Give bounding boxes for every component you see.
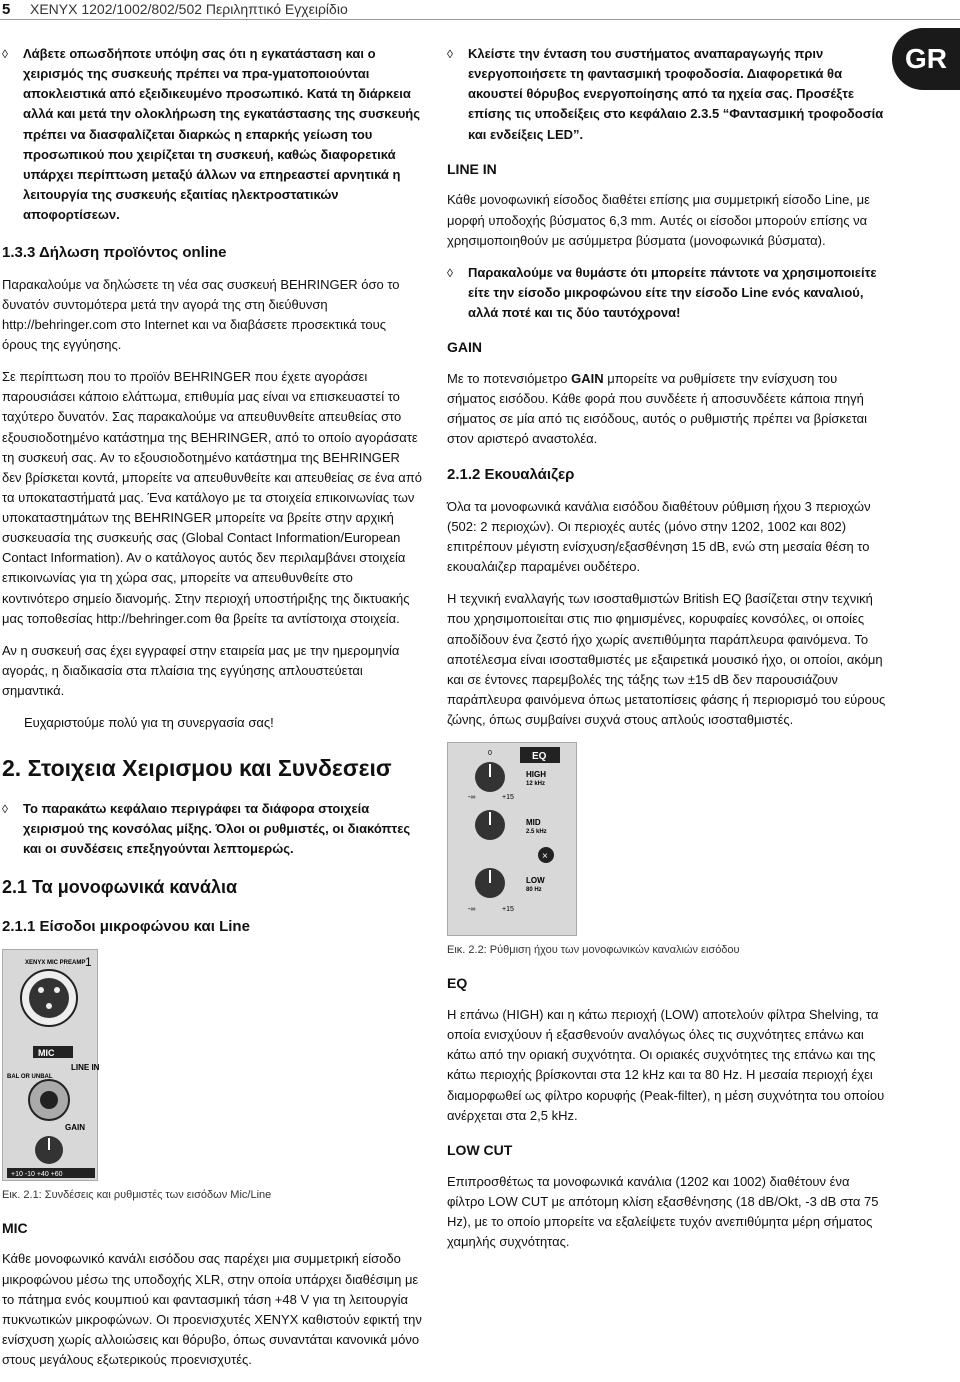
subsection-heading: 2.1.2 Εκουαλάιζερ xyxy=(447,466,575,484)
gain-label: GAIN xyxy=(65,1122,85,1132)
mic-heading: MIC xyxy=(2,1219,28,1236)
high-zero: 0 xyxy=(488,750,492,758)
paragraph: Παρακαλούμε να δηλώσετε τη νέα σας συσκευή BEHRINGER όσο το δυνατόν συντομότερα μετά την αγορά της στη διεύθυνση http://behringer.com στο Internet και να διαβάσετε προσεκτικά τους όρους της εγγύησης. xyxy=(2,276,400,352)
section-heading: 1.3.3 Δήλωση προϊόντος online xyxy=(2,244,227,262)
line-in-heading: LINE IN xyxy=(447,160,497,177)
info-bullet xyxy=(447,263,887,323)
paragraph: Κάθε μονοφωνικό κανάλι εισόδου σας παρέχει μια συμμετρική είσοδο μικροφώνου μέσω της υποδοχής XLR, στην οποία υπάρχει διαθέσιμη με το πάτημα ενός κουμπιού και φαντασμική τάση +48 V για τη λειτουργία πυκνωτικών μικροφώνων. Οι προενισχυτές XENYX καθιστούν εφικτή την ενίσχυση χωρίς αλλοιώσεις και θόρυβο, όπως συναντάται κανονικά μόνο στους μεγάλους εξωτερικούς προενισχυτές. xyxy=(2,1251,422,1368)
gain-heading: GAIN xyxy=(447,339,482,356)
figure-caption: Εικ. 2.2: Ρύθμιση ήχου των μονοφωνικών καναλιών εισόδου xyxy=(447,944,740,957)
paragraph: Όλα τα μονοφωνικά κανάλια εισόδου διαθέτουν ρύθμιση ήχου 3 περιοχών (502: 2 περιοχών). Οι περιοχές αυτές (μόνο στην 1202, 1002 και 802) επιτρέπουν μέγιστη ενίσχυση/εξασθένηση 15 dB, ενώ στη μεσαία θέση το εκουαλάιζερ παραμένει ουδέτερο. xyxy=(447,498,871,575)
info-text: Παρακαλούμε να θυμάστε ότι μπορείτε πάντοτε να χρησιμοποιείτε είτε την είσοδο μικροφώνου είτε την είσοδο Line ενός καναλιού, αλλά ποτέ και τις δύο ταυτόχρονα! xyxy=(468,264,877,321)
page-number: 5 xyxy=(2,1,11,18)
right-column xyxy=(447,44,887,1264)
paragraph: Αν η συσκευή σας έχει εγγραφεί στην εταιρεία μας με την ημερομηνία αγοράς, η διαδικασία στα πλαίσια της εγγύησης απλουστεύεται σημαντικά. xyxy=(2,642,400,699)
high-max: +15 xyxy=(502,794,514,802)
high-freq: 12 kHz xyxy=(526,781,546,788)
svg-text:×: × xyxy=(542,851,548,863)
preamp-label: XENYX MIC PREAMP xyxy=(25,959,86,966)
diamond-icon: ◊ xyxy=(447,265,453,280)
eq-panel-illustration xyxy=(448,743,578,937)
thanks-text: Ευχαριστούμε πολύ για τη συνεργασία σας! xyxy=(24,715,274,731)
subsection-heading: 2.1.1 Είσοδοι μικροφώνου και Line xyxy=(2,918,250,936)
mic-panel-illustration xyxy=(3,950,99,1182)
page-header xyxy=(0,0,960,20)
low-max: +15 xyxy=(502,906,514,914)
paragraph: Σε περίπτωση που το προϊόν BEHRINGER που έχετε αγοράσει παρουσιάσει κάποιο ελάττωμα, επιθυμία μας είναι να επισκευαστεί το ταχύτερο δυνατόν. Σας παρακαλούμε να απευθυνθείτε απευθείας στο εξουσιοδοτημένο κατάστημα της BEHRINGER, από το οποίο αγοράσατε τη συσκευή σας. Αν το εξουσιοδοτημένο κατάστημα της BEHRINGER δεν βρίσκεται κοντά, μπορείτε να απευθυνθείτε και απευθείας σε ένα από τα υποκαταστήματά μας. Ένα κατάλογο με τα στοιχεία επικοινωνίας των υποκαταστημάτων της BEHRINGER μπορείτε να βρείτε στην αρχική συσκευασία της συσκευής σας (Global Contact Information/European Contact Information). Αν ο κατάλογος αυτός δεν περιλαμβάνει στοιχεία επικοινωνίας για τη χώρα σας, μπορείτε να απευθυνθείτε στο κοντινότερο σημείο διανομής. Στην περιοχή υποστήριξης της δικτυακής μας τοποθεσίας http://behringer.com θα βρείτε τα αντίστοιχα στοιχεία. xyxy=(2,369,423,626)
line-in-label: LINE IN xyxy=(71,1062,100,1072)
high-label: HIGH xyxy=(526,770,546,780)
high-min: -∞ xyxy=(468,794,476,802)
mic-label: MIC xyxy=(38,1047,55,1058)
diamond-icon: ◊ xyxy=(2,802,8,817)
left-column xyxy=(2,44,422,1382)
low-freq: 80 Hz xyxy=(526,887,542,894)
warning-text: Κλείστε την ένταση του συστήματος αναπαραγωγής πριν ενεργοποιήσετε τη φαντασμική τροφοδοσία. Διαφορετικά θα ακουστεί θόρυβος ενεργοποίησης από τα ηχεία σας. Προσέξτε επίσης τις υποδείξεις στο κεφάλαιο 2.3.5 “Φαντασμική τροφοδοσία και ενδείξεις LED”. xyxy=(468,46,884,142)
eq-heading: EQ xyxy=(447,975,468,992)
eq-figure xyxy=(447,742,577,936)
figure-caption: Εικ. 2.1: Συνδέσεις και ρυθμιστές των εισόδων Mic/Line xyxy=(2,1188,272,1201)
lowcut-heading: LOW CUT xyxy=(447,1141,513,1158)
gain-scale: +10 -10 +40 +60 xyxy=(11,1170,63,1178)
paragraph: Η τεχνική εναλλαγής των ισοσταθμιστών British EQ βασίζεται στην τεχνική που χρησιμοποιείται στις πιο φημισμένες, κορυφαίες κονσόλες, οι οποίες αποδίδουν ένα ζεστό ήχο χωρίς ανεπιθύμητα παράπλευρα φαινόμενα. Το αποτέλεσμα είναι ισοσταθμιστές με εξαιρετικά μουσικό ήχο, οι οποίοι, ακόμη και σε έντονες παρεμβολές της τάξης των ±15 dB δεν παρουσιάζουν παράπλευρα φαινόμενα όπως μετατοπίσεις φάσης ή περιορισμό του εύρους ζώνης, όπως συμβαίνει συχνά στους απλούς ισοσταθμιστές. xyxy=(447,591,886,728)
paragraph: Κάθε μονοφωνική είσοδος διαθέτει επίσης μια συμμετρική είσοδο Line, με μορφή υποδοχής βύσματος 6,3 mm. Αυτές οι είσοδοι μπορούν επίσης να χρησιμοποιηθούν με ασύμμετρα βύσματα (μονοφωνικά βύσματα). xyxy=(447,192,870,248)
paragraph: Με το ποτενσιόμετρο GAIN μπορείτε να ρυθμίσετε την ενίσχυση του σήματος εισόδου. Κάθε φορά που συνδέετε ή αποσυνδέετε κάποια πηγή σήματος σε μία από τις εισόδους, αυτός ο ρυθμιστής πρέπει να βρίσκεται στον αριστερό αναστολέα. xyxy=(447,370,868,447)
mid-label: MID xyxy=(526,818,541,828)
low-min: -∞ xyxy=(468,906,476,914)
header-title: XENYX 1202/1002/802/502 Περιληπτικό Εγχειρίδιο xyxy=(30,1,348,17)
low-label: LOW xyxy=(526,876,545,886)
warning-bullet xyxy=(447,44,887,145)
warning-text: Λάβετε οπωσδήποτε υπόψη σας ότι η εγκατάσταση και ο χειρισμός της συσκευής πρέπει να πρα-γματοποιούνται αποκλειστικά από εξειδικευμένο προσωπικό. Κατά τη διάρκεια αλλά και μετά την ολοκλήρωση της εγκατάστασης της συσκευής πρέπει να διασφαλίζεται διαρκώς η επαρκής γείωση του προσωπικού που χειρίζεται τη συσκευή, καθώς διαφορετικά υπάρχει περίπτωση μεταξύ άλλων να επηρεαστεί αρνητικά η λειτουργία της συσκευής εξαιτίας ηλεκτροστατικών αποφορτίσεων. xyxy=(23,46,420,223)
info-text: Το παρακάτω κεφάλαιο περιγράφει τα διάφορα στοιχεία χειρισμού της κονσόλας μίξης. Όλοι οι ρυθμιστές, οι διακόπτες και οι συνδέσεις επεξηγούνται λεπτομερώς. xyxy=(23,801,411,857)
language-tab: GR xyxy=(892,28,960,90)
paragraph: Η επάνω (HIGH) και η κάτω περιοχή (LOW) αποτελούν φίλτρα Shelving, τα οποία ενισχύουν ή εξασθενούν αναλόγως όλες τις συχνότητες επάνω και κάτω από την οριακή συχνότητα. Οι οριακές συχνότητες της επάνω και της κάτω περιοχής βρίσκονται στα 12 kHz και τα 80 Hz. Η μεσαία περιοχή έχει διαμορφωθεί ως φίλτρο κορυφής (Peak-filter), η μέση συχνότητα του οποίου ανέρχεται στα 2,5 kHz. xyxy=(447,1007,885,1123)
section-heading: 2.1 Τα μονοφωνικά κανάλια xyxy=(2,876,238,897)
bal-label: BAL OR UNBAL xyxy=(7,1073,53,1080)
eq-label: EQ xyxy=(532,751,547,763)
paragraph: Επιπροσθέτως τα μονοφωνικά κανάλια (1202 και 1002) διαθέτουν ένα φίλτρο LOW CUT με απότομη κλίση εξασθένησης (18 dB/Okt, -3 dB στα 75 Hz), με το οποίο μπορείτε να εξαλείψετε τυχόν ανεπιθύμητα μέρη σήματος χαμηλής συχνότητας. xyxy=(447,1173,879,1249)
diamond-icon: ◊ xyxy=(2,47,8,61)
mid-freq: 2.5 kHz xyxy=(526,829,547,836)
diamond-icon: ◊ xyxy=(447,47,453,61)
info-bullet xyxy=(2,799,422,859)
mic-line-figure xyxy=(2,949,98,1181)
chapter-heading: 2. Στοιχεια Χειρισμου και Συνδεσεισ xyxy=(2,755,392,782)
warning-bullet xyxy=(2,44,422,225)
channel-number: 1 xyxy=(85,954,92,969)
